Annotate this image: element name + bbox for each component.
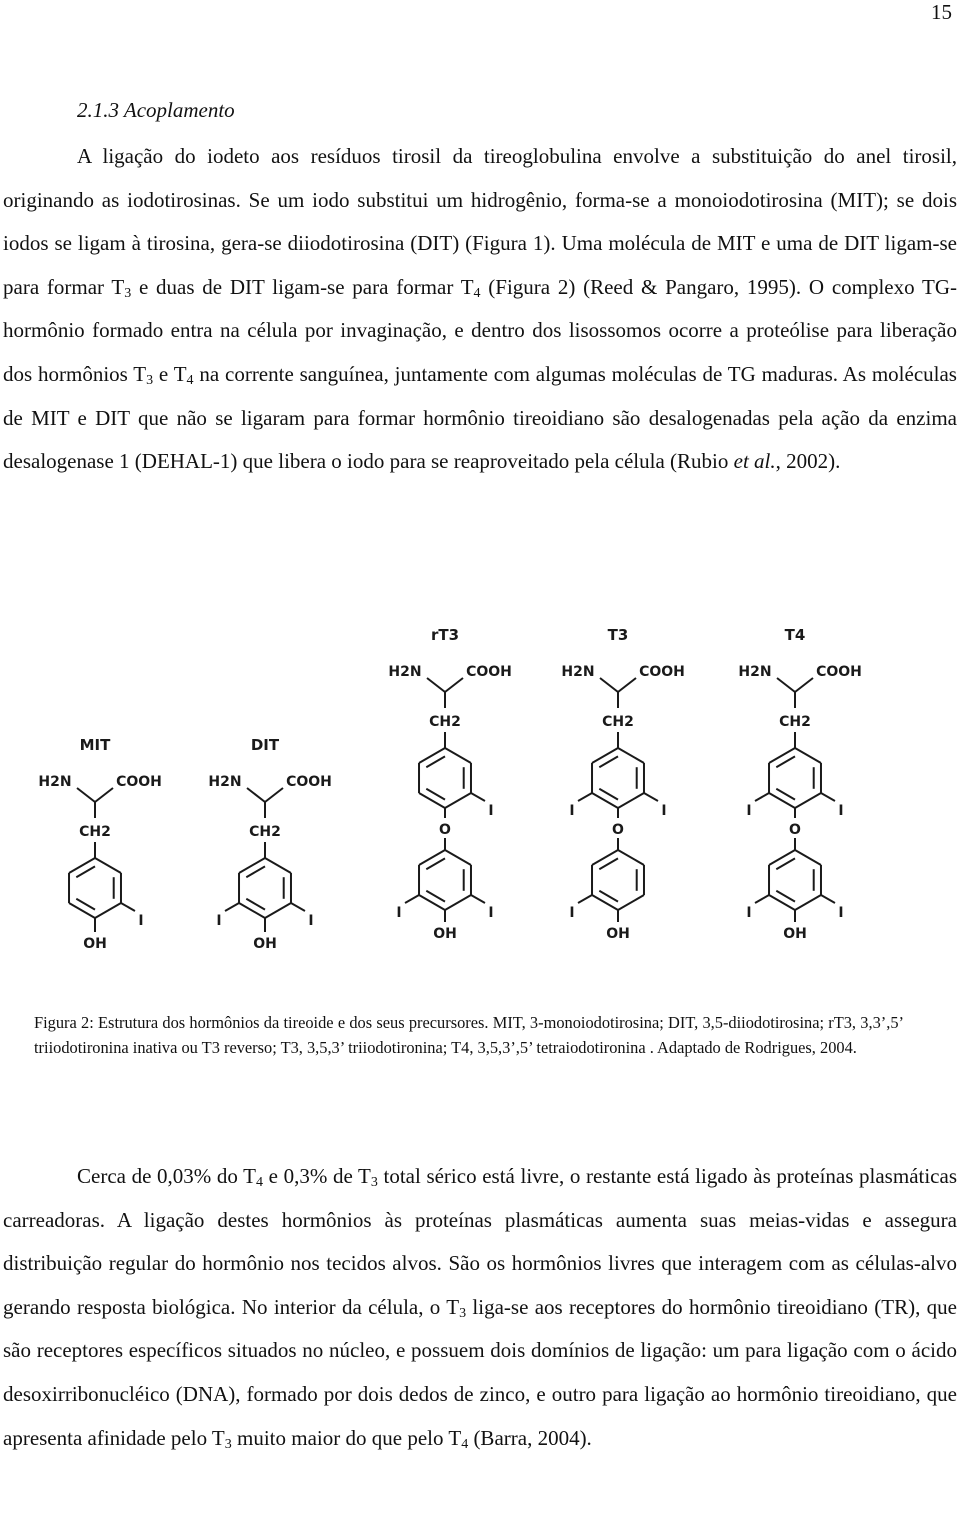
bond (445, 678, 463, 692)
section-heading: 2.1.3 Acoplamento (77, 98, 235, 122)
methylene-group: CH2 (602, 714, 634, 730)
figure-thyroid-structures (0, 620, 960, 980)
bond (795, 678, 813, 692)
iodine-atom: I (216, 913, 222, 929)
iodine-atom-bond (755, 793, 769, 801)
bond (247, 788, 265, 802)
phenyl-ring-bond (239, 903, 265, 918)
bond (265, 788, 283, 802)
phenyl-ring-bond (795, 748, 821, 763)
molecule-label-t4: T4 (784, 626, 806, 644)
bond (777, 678, 795, 692)
iodine-atom: I (569, 905, 575, 921)
iodine-atom: I (569, 803, 575, 819)
phenyl-ring-bond (445, 850, 471, 865)
phenyl-ring-bond (265, 858, 291, 873)
phenyl-ring-bond (795, 895, 821, 910)
carboxyl-group: COOH (816, 664, 862, 680)
phenyl-ring-bond (419, 793, 445, 808)
iodine-atom-bond (755, 895, 769, 903)
phenyl-ring-bond (419, 850, 445, 865)
phenyl-ring-bond (69, 858, 95, 873)
methylene-group: CH2 (79, 824, 111, 840)
amine-group: H2N (208, 774, 242, 790)
phenyl-ring-bond (239, 858, 265, 873)
iodine-atom: I (138, 913, 144, 929)
phenyl-ring-bond (592, 748, 618, 763)
carboxyl-group: COOH (639, 664, 685, 680)
paragraph-free-hormones: Cerca de 0,03% do $T_4$ e 0,3% de $T_3$ total sérico está livre, o restante está ligado às proteínas plasmáticas carreadoras. A ligação destes hormônios às proteínas plasmáticas aumenta suas meias-vidas e assegura distribuição regular do hormônio nos tecidos alvos. São os hormônios livres que interagem com as células-alvo gerando resposta biológica. No interior da célula, o $T_3$ liga-se aos receptores do hormônio tireoidiano (TR), que são receptores específicos situados no núcleo, e possuem dois domínios de ligação: um para ligação com o ácido desoxirribonucléico (DNA), formado por dois dedos de zinco, e outro para ligação ao hormônio tireoidiano, que apresenta afinidade pelo $T_3$ muito maior do que pelo $T_4$ (Barra, 2004). (3, 1164, 957, 1452)
carboxyl-group: COOH (116, 774, 162, 790)
phenyl-ring-bond (419, 895, 445, 910)
iodine-atom: I (308, 913, 314, 929)
molecule-label-rt3: rT3 (430, 626, 460, 644)
page-number: 15 (931, 0, 952, 24)
carboxyl-group: COOH (466, 664, 512, 680)
phenyl-ring-bond (618, 748, 644, 763)
iodine-atom-bond (121, 903, 135, 911)
iodine-atom: I (661, 803, 667, 819)
amine-group: H2N (388, 664, 422, 680)
iodine-atom-bond (578, 793, 592, 801)
phenyl-ring-bond (445, 748, 471, 763)
phenyl-ring-bond (445, 793, 471, 808)
phenyl-ring-bond (592, 850, 618, 865)
iodine-atom-bond (225, 903, 239, 911)
amine-group: H2N (561, 664, 595, 680)
phenyl-ring-bond (592, 895, 618, 910)
phenyl-ring-bond (95, 858, 121, 873)
hydroxyl-group: OH (606, 926, 630, 942)
hydroxyl-group: OH (253, 936, 277, 952)
iodine-atom-bond (471, 793, 485, 801)
phenyl-ring-bond (445, 895, 471, 910)
bond (600, 678, 618, 692)
molecule-label-t3: T3 (607, 626, 629, 644)
iodine-atom-bond (578, 895, 592, 903)
phenyl-ring-bond (618, 850, 644, 865)
ether-oxygen: O (439, 822, 451, 838)
phenyl-ring-bond (419, 748, 445, 763)
iodine-atom-bond (644, 793, 658, 801)
ether-oxygen: O (789, 822, 801, 838)
phenyl-ring-bond (618, 895, 644, 910)
amine-group: H2N (38, 774, 72, 790)
phenyl-ring-bond (69, 903, 95, 918)
carboxyl-group: COOH (286, 774, 332, 790)
bond (77, 788, 95, 802)
iodine-atom-bond (405, 895, 419, 903)
iodine-atom: I (488, 905, 494, 921)
iodine-atom: I (488, 803, 494, 819)
phenyl-ring-bond (795, 850, 821, 865)
ether-oxygen: O (612, 822, 624, 838)
iodine-atom-bond (471, 895, 485, 903)
phenyl-ring-bond (769, 895, 795, 910)
methylene-group: CH2 (779, 714, 811, 730)
hydroxyl-group: OH (433, 926, 457, 942)
phenyl-ring-bond (265, 903, 291, 918)
phenyl-ring-bond (769, 850, 795, 865)
phenyl-ring-bond (618, 793, 644, 808)
phenyl-ring-bond (795, 793, 821, 808)
bond (95, 788, 113, 802)
bond (618, 678, 636, 692)
iodine-atom: I (838, 803, 844, 819)
iodine-atom-bond (291, 903, 305, 911)
iodine-atom: I (746, 803, 752, 819)
iodine-atom: I (838, 905, 844, 921)
phenyl-ring-bond (769, 748, 795, 763)
figure-caption: Figura 2: Estrutura dos hormônios da tireoide e dos seus precursores. MIT, 3-monoiodotirosina; DIT, 3,5-diiodotirosina; rT3, 3,3’,5’ triiodotironina inativa ou T3 reverso; T3, 3,5,3’ triiodotironina; T4, 3,5,3’,5’ tetraiodotironina . Adaptado de Rodrigues, 2004. (34, 1013, 904, 1057)
structures-diagram (0, 620, 960, 980)
iodine-atom: I (396, 905, 402, 921)
methylene-group: CH2 (249, 824, 281, 840)
hydroxyl-group: OH (783, 926, 807, 942)
phenyl-ring-bond (769, 793, 795, 808)
iodine-atom: I (746, 905, 752, 921)
phenyl-ring-bond (95, 903, 121, 918)
molecule-label-dit: DIT (250, 736, 280, 754)
iodine-atom-bond (821, 793, 835, 801)
bond (427, 678, 445, 692)
amine-group: H2N (738, 664, 772, 680)
iodine-atom-bond (821, 895, 835, 903)
phenyl-ring-bond (592, 793, 618, 808)
hydroxyl-group: OH (83, 936, 107, 952)
molecule-label-mit: MIT (79, 736, 111, 754)
methylene-group: CH2 (429, 714, 461, 730)
paragraph-acoplamento: A ligação do iodeto aos resíduos tirosil da tireoglobulina envolve a substituição do anel tirosil, originando as iodotirosinas. Se um iodo substitui um hidrogênio, forma-se a monoiodotirosina (MIT); se dois iodos se ligam à tirosina, gera-se diiodotirosina (DIT) (Figura 1). Uma molécula de MIT e uma de DIT ligam-se para formar $T_3$ e duas de DIT ligam-se para formar $T_4$ (Figura 2) (Reed & Pangaro, 1995). O complexo TG-hormônio formado entra na célula por invaginação, e dentro dos lisossomos ocorre a proteólise para liberação dos hormônios $T_3$ e $T_4$ na corrente sanguínea, juntamente com algumas moléculas de TG maduras. As moléculas de MIT e DIT que não se ligaram para formar hormônio tireoidiano são desalogenadas pela ação da enzima desalogenase 1 (DEHAL-1) que libera o iodo para se reaproveitado pela célula (Rubio et al., 2002). (3, 144, 957, 474)
